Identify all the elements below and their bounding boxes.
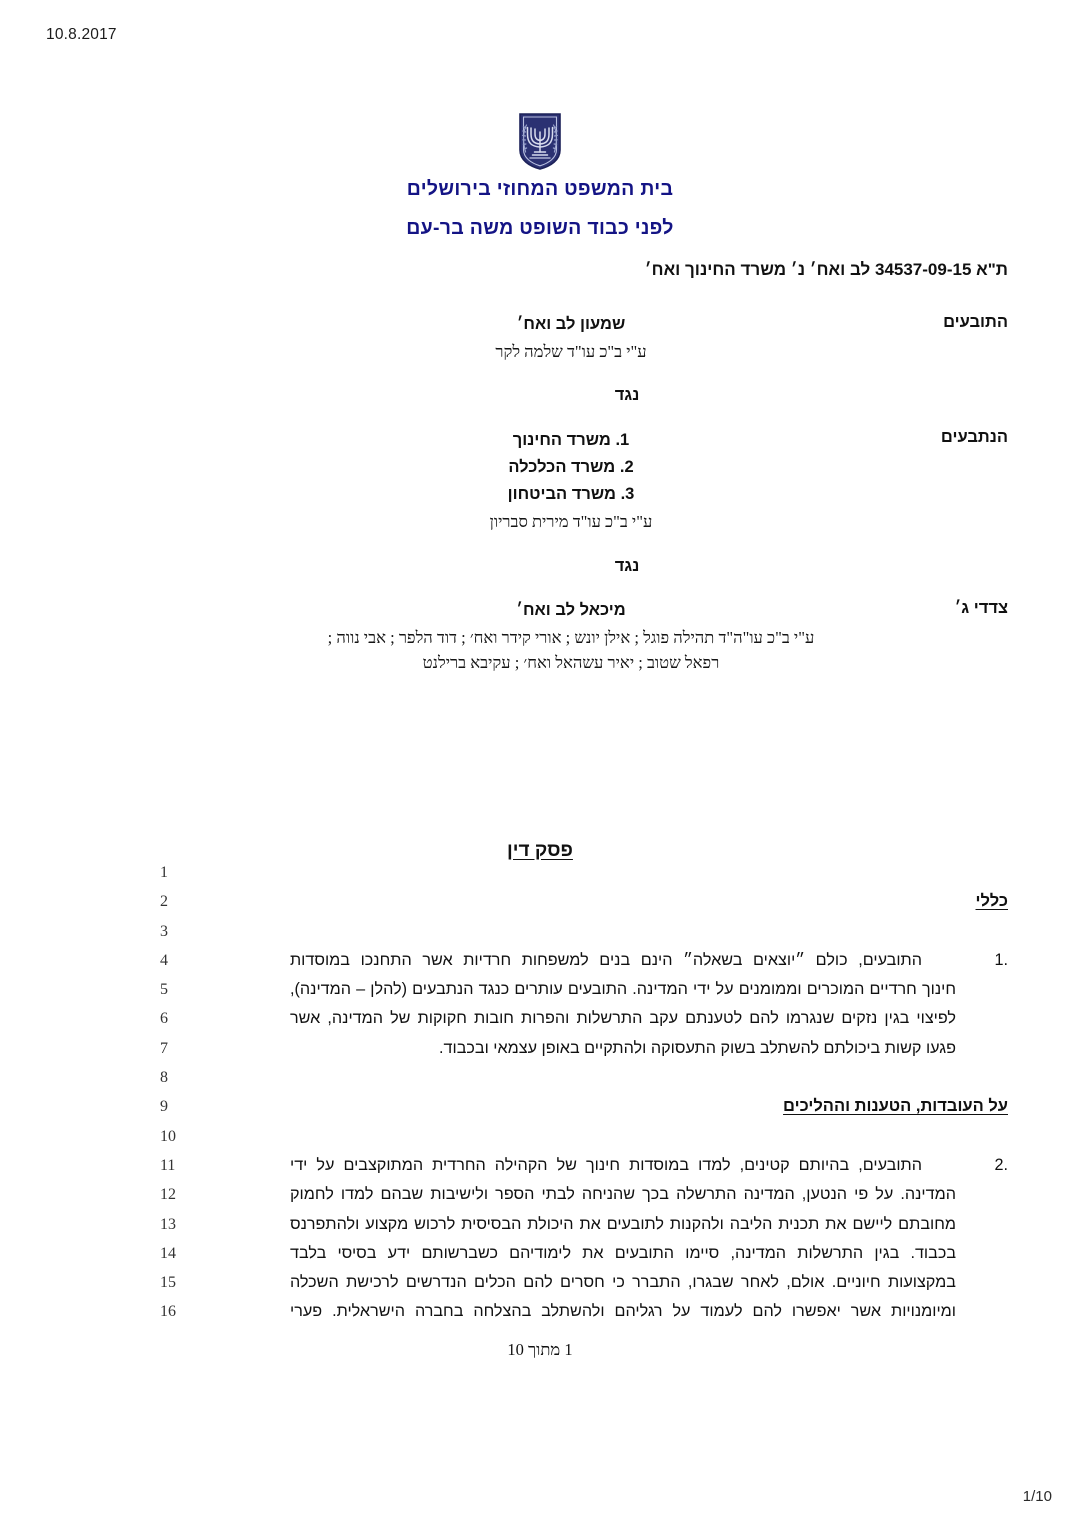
third-parties-row [218, 598, 1008, 676]
body-line-text: לפיצוי בגין נזקים שנגרמו להם לטענתם עקב התרשלות והפרות חובות חקוקות של המדינה, אשר [290, 1009, 956, 1028]
body-line [290, 946, 1008, 975]
paragraph-number: .2 [994, 1155, 1008, 1174]
body-line-text: פגעו קשות ביכולתם להשתלב בשוק התעסוקה ולהתקיים באופן עצמאי ובכבוד. [439, 1038, 956, 1057]
presiding-judge: לפני כבוד השופט משה בר-עם [406, 217, 674, 239]
plaintiffs-row [218, 312, 1008, 364]
verdict-body [0, 858, 1080, 1328]
court-header [0, 178, 1080, 240]
list-item: 3. משרד הביטחון [507, 484, 635, 503]
line-number: 7 [160, 1039, 168, 1057]
defendants-counsel: ע"י ב"כ עו"ד מירית סבריון [489, 512, 653, 532]
emblem-container [0, 112, 1080, 175]
page-footer: 1 מתוך 10 [507, 1340, 573, 1359]
line-number: 1 [160, 864, 168, 881]
defendants-row [218, 427, 1008, 535]
line-number: 5 [160, 981, 168, 999]
body-line-text: המדינה. על פי הנטען, המדינה התרשלה בכך שהניחה לבתי הספר ולישיבות שבהם למדו לחמוק [290, 1185, 956, 1204]
blank-line [290, 1063, 1008, 1092]
section-heading: על העובדות, הטענות וההליכים [783, 1097, 1008, 1116]
versus-label-2: נגד [614, 557, 640, 576]
list-item: 2. משרד הכלכלה [508, 458, 634, 477]
body-line [290, 975, 1008, 1004]
line-number: 16 [160, 1303, 176, 1321]
third-parties-counsel: ע"י ב"כ עו"ה"ד תהילה פוגל ; אילן יונש ; אורי קידר ואח׳ ; דוד הלפר ; אבי נווה ; רפאל שטוב ; יאיר עשהאל ואח׳ ; עקיבא ברילנט [327, 627, 815, 673]
verdict-title-text: פסק דין [507, 840, 573, 861]
body-line-text: התובעים, בהיותם קטינים, למדו במוסדות חינוך של הקהילה החרדית המתוקצבים על ידי [290, 1155, 922, 1174]
body-line [290, 1034, 1008, 1063]
case-number-line: ת"א 34537-09-15 לב ואח׳ נ׳ משרד החינוך ואח׳ [644, 260, 1008, 279]
body-line-text: בכבוד. בגין התרשלות המדינה, סיימו התובעים את לימודיהם כשברשותם ידע בסיסי בלבד [290, 1243, 956, 1262]
third-parties-name: מיכאל לב ואח׳ [516, 601, 626, 620]
line-number: 8 [160, 1069, 168, 1087]
blank-line [290, 917, 1008, 946]
line-number: 3 [160, 922, 168, 940]
body-line [290, 1268, 1008, 1297]
line-number: 13 [160, 1215, 176, 1233]
defendants-list [246, 427, 896, 507]
blank-line [290, 858, 1008, 887]
line-number: 14 [160, 1244, 176, 1262]
blank-line [290, 1122, 1008, 1151]
viewer-page-indicator: 1/10 [1022, 1488, 1052, 1505]
body-line-text: התובעים, כולם ״יוצאים בשאלה״ הינם בנים למשפחות חרדיות אשר התחנכו במוסדות [290, 950, 922, 969]
versus-label-1: נגד [614, 386, 640, 405]
plaintiffs-role-label: התובעים [943, 313, 1008, 331]
parties-block [218, 312, 1008, 680]
body-line [290, 1239, 1008, 1268]
israel-state-emblem-icon [517, 112, 563, 170]
body-line-text: ומיומנויות אשר יאפשרו להם לעמוד על רגליהם ולהשתלב בהצלחה בחברה הישראלית. פערי [290, 1302, 956, 1321]
line-number: 15 [160, 1274, 176, 1292]
body-line [290, 1151, 1008, 1180]
third-parties-details [218, 598, 896, 676]
third-parties-role-label: צדדי ג׳ [954, 599, 1008, 618]
line-number: 6 [160, 1010, 168, 1028]
paragraph-number: .1 [994, 950, 1008, 969]
line-number: 2 [160, 893, 168, 911]
line-number-gutter [160, 858, 190, 1327]
body-text-column [290, 858, 1008, 1327]
body-line-text: חינוך חרדיים המוכרים וממומנים על ידי המדינה. התובעים עותרים כנגד הנתבעים (להלן – המדינה), [290, 980, 956, 999]
body-line [290, 1180, 1008, 1209]
defendants-role-label: הנתבעים [940, 428, 1008, 447]
plaintiffs-counsel: ע"י ב"כ עו"ד שלמה לקר [495, 341, 647, 361]
line-number: 11 [160, 1156, 176, 1174]
body-line [290, 1004, 1008, 1033]
line-number: 12 [160, 1186, 176, 1204]
section-heading: כללי [975, 892, 1008, 911]
plaintiffs-details [218, 312, 896, 364]
line-number: 9 [160, 1098, 168, 1116]
body-line-text: מחובתם ליישם את תכנית הליבה ולהקנות לתובעים את היכולת הבסיסית לרכוש מקצוע ולהתפרנס [290, 1214, 956, 1233]
body-line [290, 1297, 1008, 1326]
court-name: בית המשפט המחוזי בירושלים [406, 178, 674, 200]
body-line-text: במקצועות חיוניים. אולם, לאחר שבגרו, התברר כי חסרים להם הכלים הנדרשים לרכישת השכלה [290, 1273, 956, 1292]
document-date: 10.8.2017 [46, 26, 117, 43]
plaintiffs-name: שמעון לב ואח׳ [516, 315, 626, 333]
body-line [290, 1210, 1008, 1239]
defendants-details [218, 427, 896, 535]
line-number: 10 [160, 1127, 176, 1145]
list-item: 1. משרד החינוך [512, 431, 630, 450]
line-number: 4 [160, 951, 168, 969]
